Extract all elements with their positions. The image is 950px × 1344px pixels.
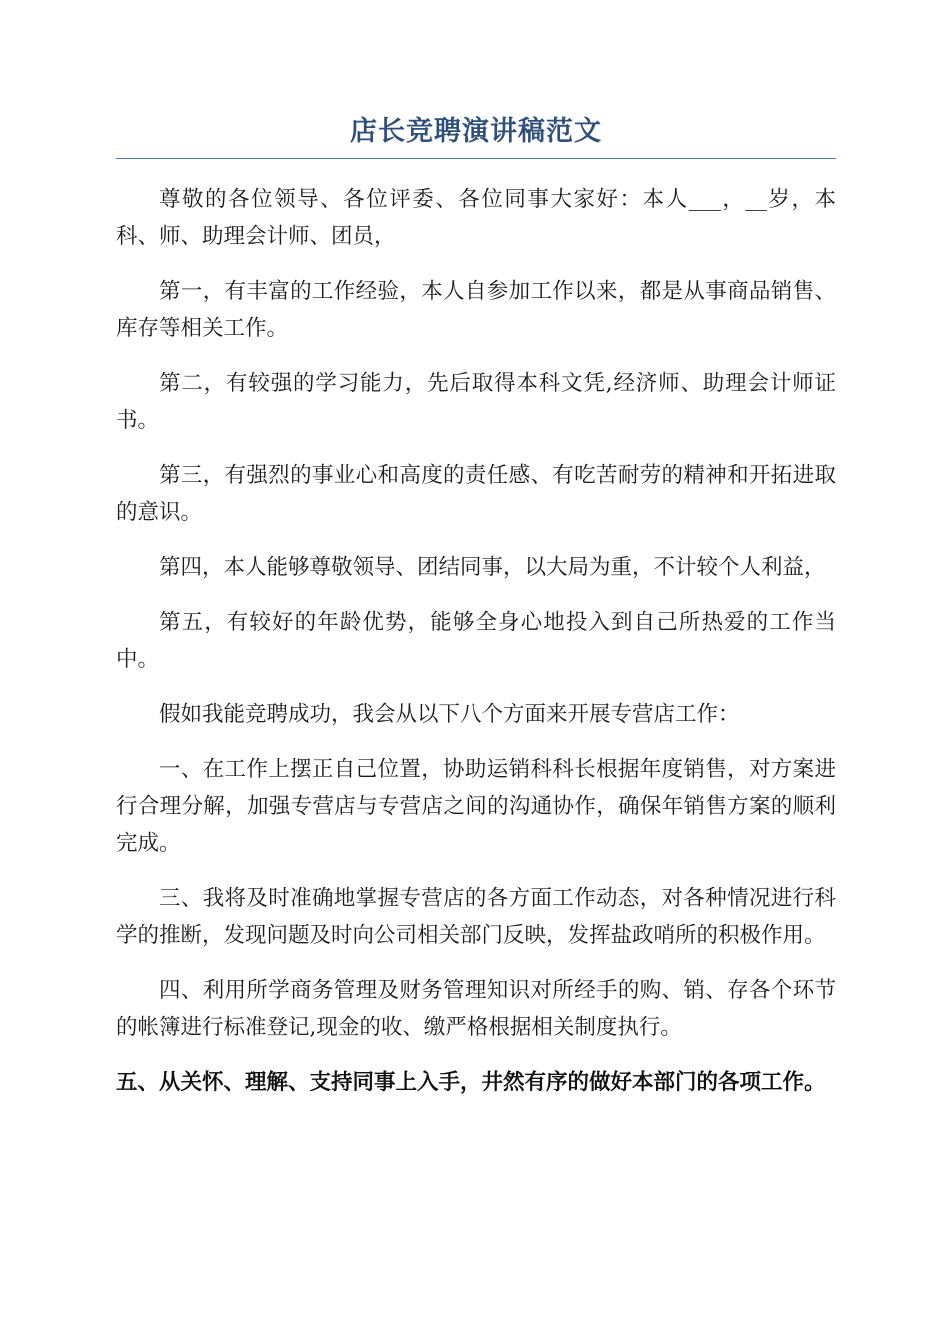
document-title: 店长竞聘演讲稿范文	[350, 116, 602, 147]
paragraph-point-1: 第一，有丰富的工作经验，本人自参加工作以来，都是从事商品销售、库存等相关工作。	[116, 279, 836, 341]
document-page	[116, 112, 836, 1119]
paragraph-plan-3: 三、我将及时准确地掌握专营店的各方面工作动态，对各种情况进行科学的推断，发现问题及时向公司相关部门反映，发挥盐政哨所的积极作用。	[116, 886, 836, 948]
paragraph-greeting: 尊敬的各位领导、各位评委、各位同事大家好：本人___，__岁，本科、师、助理会计师、团员，	[116, 187, 836, 249]
paragraph-point-5: 第五，有较好的年龄优势，能够全身心地投入到自己所热爱的工作当中。	[116, 610, 836, 672]
paragraph-point-4: 第四，本人能够尊敬领导、团结同事，以大局为重，不计较个人利益，	[159, 555, 826, 580]
paragraph-point-3: 第三，有强烈的事业心和高度的责任感、有吃苦耐劳的精神和开拓进取的意识。	[116, 463, 836, 525]
paragraph-plan-intro: 假如我能竞聘成功，我会从以下八个方面来开展专营店工作：	[159, 702, 740, 727]
title-divider	[116, 158, 836, 159]
paragraph-plan-4: 四、利用所学商务管理及财务管理知识对所经手的购、销、存各个环节的帐簿进行标准登记,现金的收、缴严格根据相关制度执行。	[116, 978, 836, 1040]
paragraph-plan-5-heading: 五、从关怀、理解、支持同事上入手，井然有序的做好本部门的各项工作。	[116, 1070, 826, 1095]
paragraph-point-2: 第二，有较强的学习能力，先后取得本科文凭,经济师、助理会计师证书。	[116, 371, 836, 433]
paragraph-plan-1: 一、在工作上摆正自己位置，协助运销科科长根据年度销售，对方案进行合理分解，加强专营店与专营店之间的沟通协作，确保年销售方案的顺利完成。	[116, 757, 836, 856]
